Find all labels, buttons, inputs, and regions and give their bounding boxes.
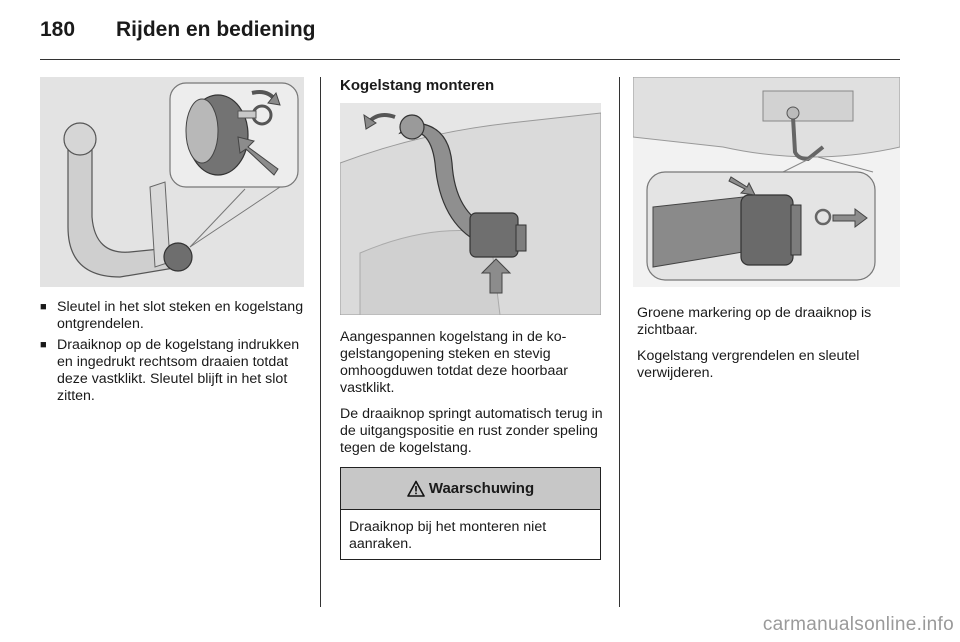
instruction-list [40, 299, 304, 409]
paragraph: De draaiknop springt automatisch terug in de uitgangspositie en rust zonder speling tegen de kogelstang. [340, 406, 603, 456]
warning-triangle-icon [407, 480, 425, 498]
warning-box [340, 467, 601, 560]
warning-title: Waarschuwing [428, 480, 535, 497]
warning-text: Draaiknop bij het monteren niet aanraken. [349, 519, 547, 552]
list-item-text: Sleutel in het slot steken en kogelstang ontgrendelen. [57, 299, 304, 332]
bullet-marker: ■ [40, 301, 47, 313]
column-divider-left [320, 77, 321, 607]
middle-text [340, 329, 603, 466]
list-item-text: Draaiknop op de kogelstang indrukken en ingedrukt rechtsom draaien totdat deze vastklikt. Sleutel blijft in het slot zitten. [57, 337, 300, 404]
page-number: 180 [40, 18, 76, 41]
paragraph: Kogelstang vergrendelen en sleutel verwijderen. [637, 348, 860, 381]
figure-green-marking [633, 77, 900, 287]
paragraph: Aangespannen kogelstang in de kogelstangopening steken en stevig omhoogduwen totdat deze hoorbaar vastklikt. [340, 329, 568, 396]
watermark: carmanualsonline.info [762, 614, 954, 635]
column-divider-right [619, 77, 620, 607]
list-item [40, 299, 304, 333]
mount-towbar-illustration [340, 103, 601, 315]
page-header [40, 18, 316, 48]
figure-mount-towbar [340, 103, 601, 315]
warning-header [341, 468, 600, 510]
green-marking-illustration [633, 77, 900, 287]
page-title: Rijden en bediening [116, 18, 316, 41]
header-divider [40, 59, 900, 60]
right-text [637, 305, 903, 391]
towbar-key-illustration [40, 77, 304, 287]
list-item [40, 337, 304, 405]
paragraph: Groene markering op de draaiknop is zichtbaar. [637, 305, 872, 338]
figure-towbar-key [40, 77, 304, 287]
bullet-marker: ■ [40, 339, 47, 351]
section-title: Kogelstang monteren [340, 77, 495, 94]
